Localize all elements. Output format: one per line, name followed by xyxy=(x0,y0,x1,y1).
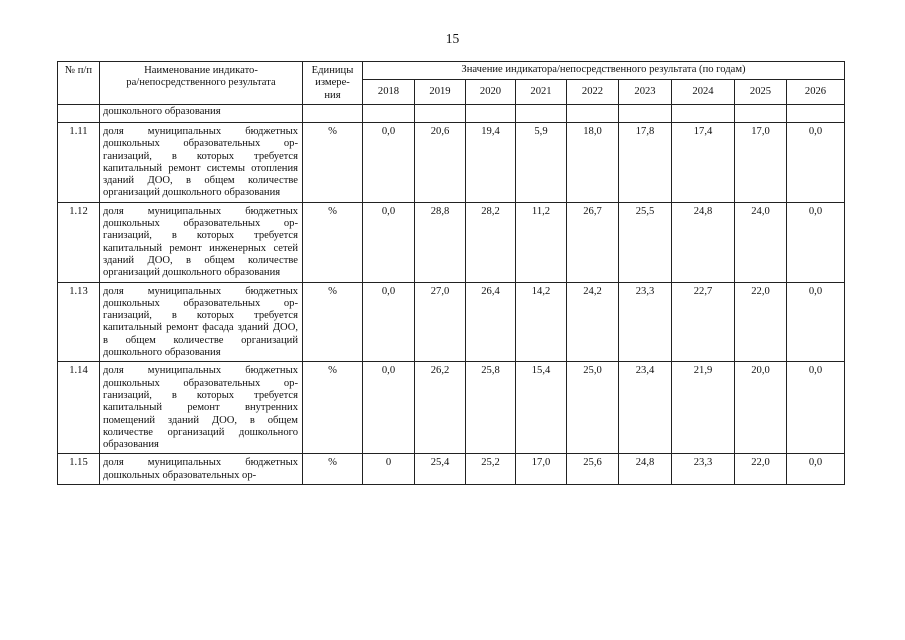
row-value: 25,8 xyxy=(466,362,516,454)
row-value: 25,2 xyxy=(466,454,516,485)
header-year: 2020 xyxy=(466,80,516,105)
header-unit-line2: измере- xyxy=(315,77,350,89)
row-number: 1.11 xyxy=(58,123,100,203)
row-value: 0,0 xyxy=(787,123,845,203)
header-year: 2019 xyxy=(415,80,466,105)
row-value: 22,7 xyxy=(672,282,735,362)
row-value: 25,0 xyxy=(567,362,619,454)
row-value: 0 xyxy=(363,454,415,485)
header-name xyxy=(100,62,303,105)
row-value: 21,9 xyxy=(672,362,735,454)
row-value: 26,7 xyxy=(567,202,619,282)
row-value: 15,4 xyxy=(516,362,567,454)
row-name: доля муниципальных бюджетных дошкольных образовательных организаций, в которых требуется капитальный ремонт инженерных сетей зданий ДОО, в общем количестве организаций дошкольного образования xyxy=(100,202,303,282)
row-value: 0,0 xyxy=(363,202,415,282)
row-value: 17,0 xyxy=(735,123,787,203)
row-value: 19,4 xyxy=(466,123,516,203)
row-value: 0,0 xyxy=(363,362,415,454)
row-value: 0,0 xyxy=(787,454,845,485)
row-value xyxy=(567,105,619,123)
row-value: 18,0 xyxy=(567,123,619,203)
header-unit-line3: ния xyxy=(324,89,341,101)
header-number: № п/п xyxy=(58,62,100,105)
row-value xyxy=(363,105,415,123)
row-value: 0,0 xyxy=(363,282,415,362)
row-unit: % xyxy=(303,202,363,282)
row-value: 0,0 xyxy=(787,282,845,362)
row-value: 28,2 xyxy=(466,202,516,282)
row-value: 23,3 xyxy=(619,282,672,362)
row-value: 26,4 xyxy=(466,282,516,362)
row-name: доля муниципальных бюджетных дошкольных образовательных организаций, в которых требуется капитальный ремонт фасада зданий ДОО, в общем количестве организаций дошкольного образования xyxy=(100,282,303,362)
row-value: 17,8 xyxy=(619,123,672,203)
row-name: доля муниципальных бюджетных дошкольных образовательных организаций, в которых требуется капитальный ремонт системы отопления зданий ДОО, в общем количестве организаций дошкольного образования xyxy=(100,123,303,203)
row-unit xyxy=(303,105,363,123)
header-year: 2018 xyxy=(363,80,415,105)
row-value: 17,0 xyxy=(516,454,567,485)
row-value: 0,0 xyxy=(363,123,415,203)
row-name: доля муниципальных бюджетных дошкольных образовательных организаций, в которых требуется капитальный ремонт внутренних помещений зданий ДОО, в общем количестве организаций дошкольного образования xyxy=(100,362,303,454)
row-number: 1.14 xyxy=(58,362,100,454)
row-value: 11,2 xyxy=(516,202,567,282)
row-value: 26,2 xyxy=(415,362,466,454)
row-value: 25,5 xyxy=(619,202,672,282)
row-value: 20,6 xyxy=(415,123,466,203)
row-number: 1.13 xyxy=(58,282,100,362)
row-value: 5,9 xyxy=(516,123,567,203)
table-body xyxy=(58,105,845,485)
row-unit: % xyxy=(303,123,363,203)
header-name-line1: Наименование индикато- xyxy=(144,65,258,76)
header-unit-line1: Единицы xyxy=(311,65,354,76)
header-year: 2021 xyxy=(516,80,567,105)
header-year: 2023 xyxy=(619,80,672,105)
row-value: 23,4 xyxy=(619,362,672,454)
row-unit: % xyxy=(303,282,363,362)
row-value: 27,0 xyxy=(415,282,466,362)
row-value: 23,3 xyxy=(672,454,735,485)
row-value: 17,4 xyxy=(672,123,735,203)
row-value: 22,0 xyxy=(735,282,787,362)
row-value xyxy=(516,105,567,123)
indicator-table xyxy=(57,61,845,485)
row-unit: % xyxy=(303,362,363,454)
header-year: 2025 xyxy=(735,80,787,105)
row-value: 28,8 xyxy=(415,202,466,282)
row-value: 0,0 xyxy=(787,362,845,454)
header-year: 2022 xyxy=(567,80,619,105)
row-value: 25,4 xyxy=(415,454,466,485)
page-number: 15 xyxy=(445,31,460,46)
header-year: 2026 xyxy=(787,80,845,105)
table-row xyxy=(58,454,845,485)
row-value: 20,0 xyxy=(735,362,787,454)
row-value: 25,6 xyxy=(567,454,619,485)
row-value: 0,0 xyxy=(787,202,845,282)
row-value: 24,8 xyxy=(672,202,735,282)
table-row xyxy=(58,123,845,203)
row-number xyxy=(58,105,100,123)
row-name: доля муниципальных бюджетных дошкольных образовательных ор- xyxy=(100,454,303,485)
row-value: 22,0 xyxy=(735,454,787,485)
row-value xyxy=(672,105,735,123)
table-row-continuation xyxy=(58,105,845,123)
table-row xyxy=(58,362,845,454)
row-number: 1.15 xyxy=(58,454,100,485)
row-value: 14,2 xyxy=(516,282,567,362)
row-value xyxy=(466,105,516,123)
row-value xyxy=(787,105,845,123)
header-values-group: Значение индикатора/непосредственного результата (по годам) xyxy=(363,62,845,80)
row-value xyxy=(619,105,672,123)
row-value xyxy=(735,105,787,123)
row-number: 1.12 xyxy=(58,202,100,282)
row-value xyxy=(415,105,466,123)
row-name: дошкольного образования xyxy=(100,105,303,123)
header-year: 2024 xyxy=(672,80,735,105)
table-row xyxy=(58,202,845,282)
row-value: 24,8 xyxy=(619,454,672,485)
row-value: 24,2 xyxy=(567,282,619,362)
row-value: 24,0 xyxy=(735,202,787,282)
header-name-line2: ра/непосредственного результата xyxy=(126,77,276,89)
header-unit xyxy=(303,62,363,105)
row-unit: % xyxy=(303,454,363,485)
table-row xyxy=(58,282,845,362)
